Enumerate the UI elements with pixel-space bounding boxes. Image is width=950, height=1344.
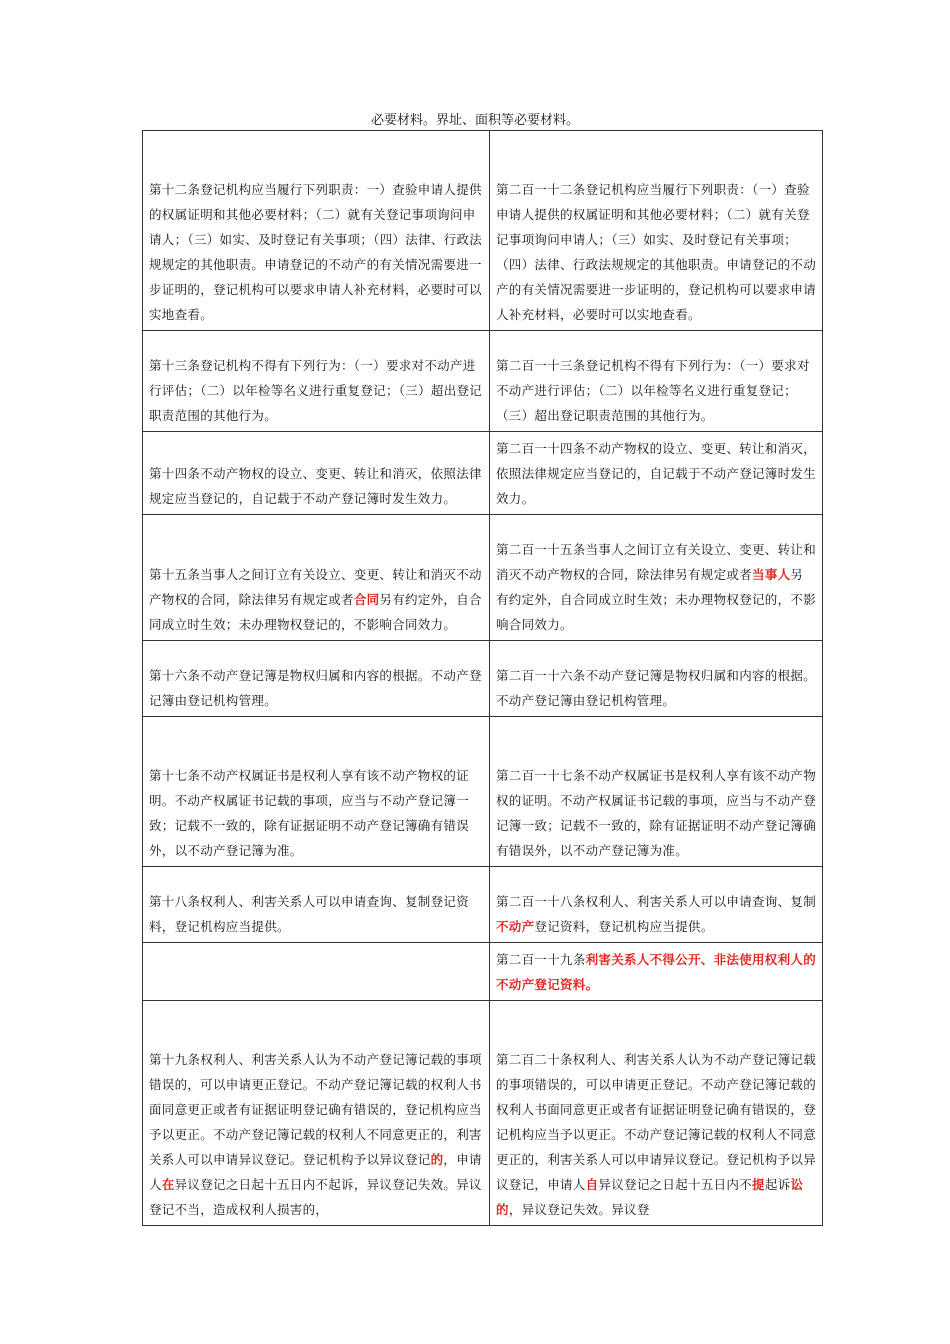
new-article-216: 第二百一十六条不动产登记簿是物权归属和内容的根据。不动产登记簿由登记机构管理。: [490, 641, 823, 717]
highlight-text: 合同: [353, 592, 380, 607]
highlight-text: 的: [430, 1152, 444, 1167]
highlight-text: 在: [161, 1177, 175, 1192]
table-row: [143, 331, 823, 432]
table-row: [143, 641, 823, 717]
text: 第二百一十八条权利人、利害关系人可以申请查询、复制: [496, 894, 817, 909]
table-row: [143, 515, 823, 641]
old-article-12: 第十二条登记机构应当履行下列职责：一）查验申请人提供的权属证明和其他必要材料；（二）就有关登记事项询问申请人；（三）如实、及时登记有关事项；（四）法律、行政法规规定的其他职责。申请登记的不动产的有关情况需要进一步证明的，登记机构可以要求申请人补充材料，必要时可以实地查看。: [143, 131, 490, 331]
highlight-text: 自: [585, 1177, 599, 1192]
text: 登记资料，登记机构应当提供。: [534, 919, 714, 934]
old-article-15: [143, 515, 490, 641]
new-article-219: [490, 943, 823, 1001]
text: 第十五条当事人之间订立有关设立、变更、转让和消灭不动产物权的合同，除法律另有规定或者: [149, 567, 482, 607]
table-row: [143, 717, 823, 867]
table-row: [143, 131, 823, 331]
text: 第二百一十九条: [496, 952, 586, 967]
comparison-table: [142, 130, 823, 1226]
text: 第二百一十五条当事人之间订立有关设立、变更、转让和消灭不动产物权的合同，除法律另有规定或者: [496, 542, 817, 582]
highlight-text: 不动产: [496, 919, 535, 934]
text: 第二百二十条权利人、利害关系人认为不动产登记簿记载的事项错误的，可以申请更正登记。不动产登记簿记载的权利人书面同意更正或者有证据证明登记确有错误的，登记机构应当予以更正。不动产登记簿记载的权利人不同意更正的，利害关系人可以申请异议登记。登记机构予以异议登记，申请人: [496, 1052, 817, 1192]
old-article-19: [143, 1001, 490, 1226]
highlight-text: 提: [752, 1177, 765, 1192]
old-article-17: 第十七条不动产权属证书是权利人享有该不动产物权的证明。不动产权属证书记载的事项，应当与不动产登记簿一致；记载不一致的，除有证据证明不动产登记簿确有错误外，以不动产登记簿为准。: [143, 717, 490, 867]
text: 第十九条权利人、利害关系人认为不动产登记簿记载的事项错误的，可以申请更正登记。不动产登记簿记载的权利人书面同意更正或者有证据证明登记确有错误的，登记机构应当予以更正。不动产登记簿记载的权利人不同意更正的，利害关系人可以申请异议登记。登记机构予以异议登记: [149, 1052, 482, 1167]
highlight-text: 利害关系人不得公开、非法使用权利人的不动产登记资料。: [496, 952, 817, 992]
old-article-16: 第十六条不动产登记簿是物权归属和内容的根据。不动产登记簿由登记机构管理。: [143, 641, 490, 717]
text: 异议登记之日起十五日内不起诉，异议登记失效。异议登记不当，造成权利人损害的，: [149, 1177, 482, 1217]
new-article-212: 第二百一十二条登记机构应当履行下列职责：（一）查验申请人提供的权属证明和其他必要材料；（二）就有关登记事项询问申请人；（三）如实、及时登记有关事项；（四）法律、行政法规规定的其他职责。申请登记的不动产的有关情况需要进一步证明的，登记机构可以要求申请人补充材料，必要时可以实地查看。: [490, 131, 823, 331]
new-article-217: 第二百一十七条不动产权属证书是权利人享有该不动产物权的证明。不动产权属证书记载的事项，应当与不动产登记簿一致；记载不一致的，除有证据证明不动产登记簿确有错误外，以不动产登记簿为准。: [490, 717, 823, 867]
text: 另有约定外，自合同成立时生效；未办理物权登记的，不影响合同效力。: [496, 567, 817, 632]
text: 异议登记之日起十五日内不: [598, 1177, 753, 1192]
top-note: 必要材料。界址、面积等必要材料。: [370, 113, 579, 128]
text: ，异议登记失效。异议登: [508, 1202, 650, 1217]
old-article-14: 第十四条不动产物权的设立、变更、转让和消灭，依照法律规定应当登记的，自记载于不动产登记簿时发生效力。: [143, 432, 490, 515]
text: 另有约定外，自合同成立时生效；未办理物权登记的，不影响合同效力。: [149, 592, 482, 632]
old-article-13: 第十三条登记机构不得有下列行为：（一）要求对不动产进行评估；（二）以年检等名义进行重复登记；（三）超出登记职责范围的其他行为。: [143, 331, 490, 432]
table-row: [143, 432, 823, 515]
text: 起诉: [764, 1177, 791, 1192]
new-article-218: [490, 867, 823, 943]
table-row: [143, 1001, 823, 1226]
new-article-215: [490, 515, 823, 641]
old-article-18: 第十八条权利人、利害关系人可以申请查询、复制登记资料，登记机构应当提供。: [143, 867, 490, 943]
new-article-214: 第二百一十四条不动产物权的设立、变更、转让和消灭，依照法律规定应当登记的，自记载于不动产登记簿时发生效力。: [490, 432, 823, 515]
new-article-213: 第二百一十三条登记机构不得有下列行为：（一）要求对不动产进行评估；（二）以年检等名义进行重复登记；（三）超出登记职责范围的其他行为。: [490, 331, 823, 432]
table-row: [143, 867, 823, 943]
text: ，申请人: [149, 1152, 482, 1192]
table-row: [143, 943, 823, 1001]
highlight-text: 讼的: [496, 1177, 804, 1217]
empty-cell: [143, 943, 490, 1001]
highlight-text: 当事人: [752, 567, 791, 582]
new-article-220: [490, 1001, 823, 1226]
